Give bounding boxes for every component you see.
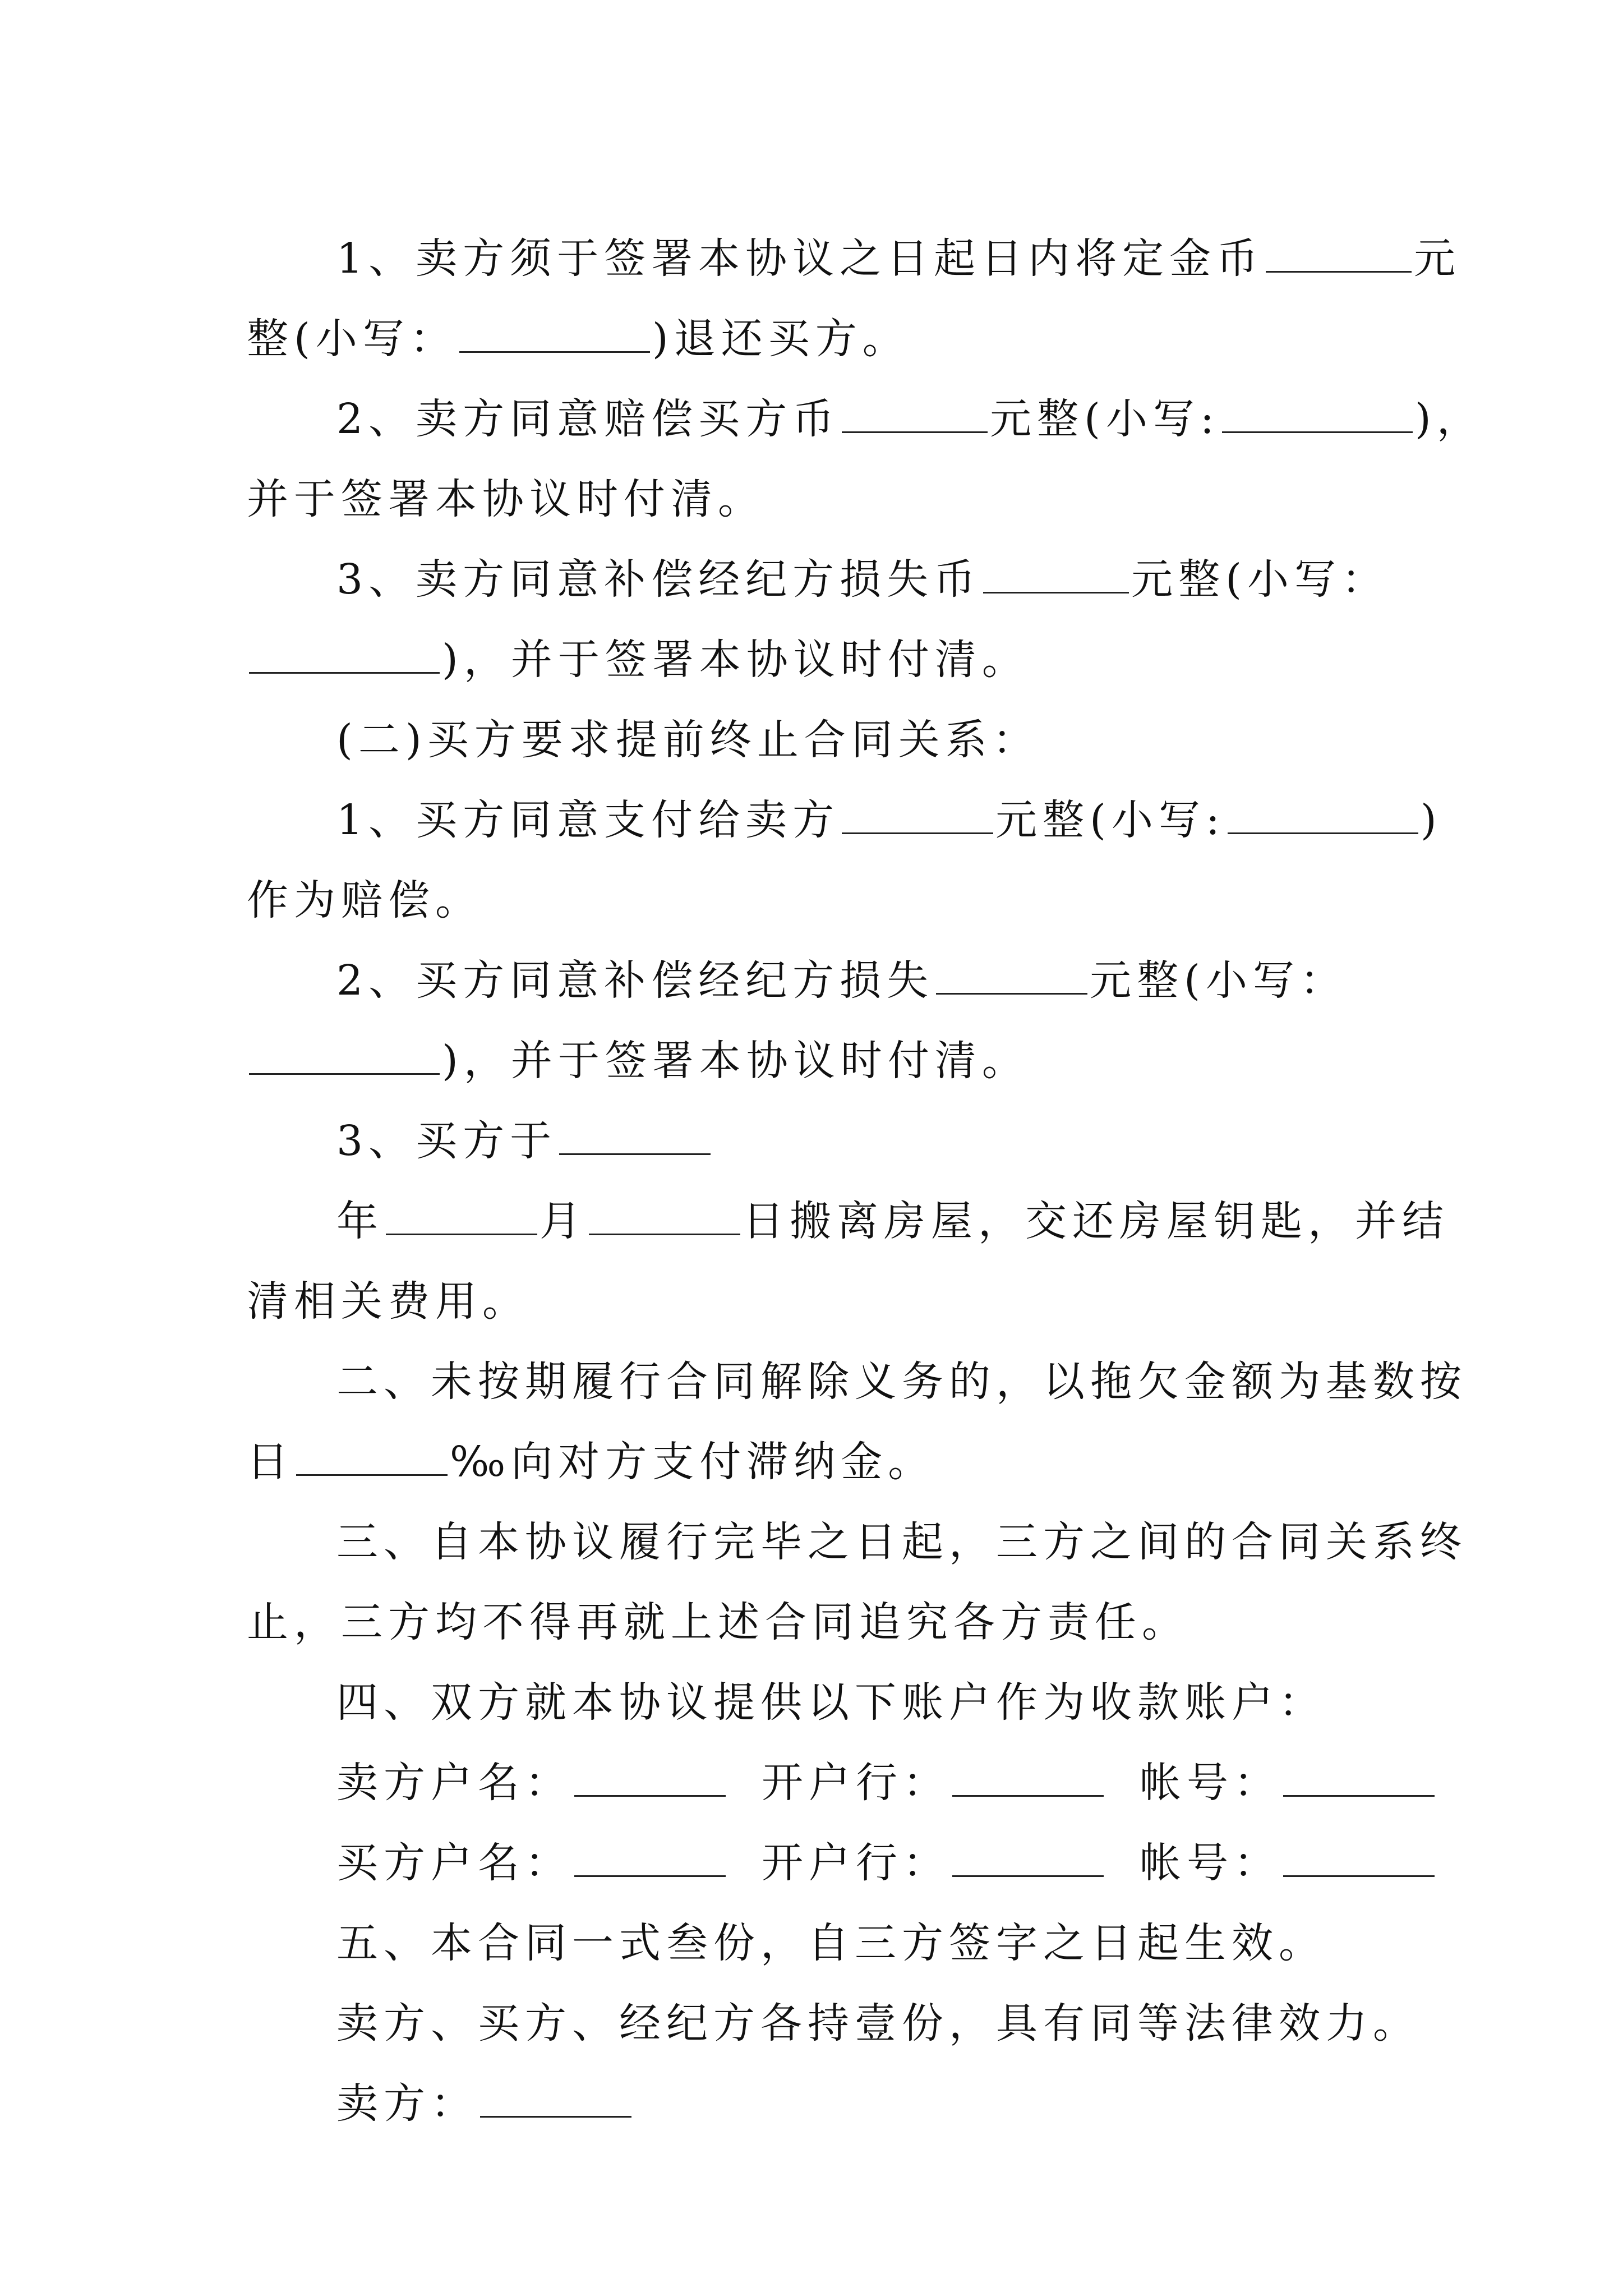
account-name-blank xyxy=(574,1834,726,1877)
account-number-label: 帐号： xyxy=(1140,1839,1281,1887)
text-segment: 元整(小写: xyxy=(995,796,1225,844)
text-segment: 整(小写： xyxy=(247,315,457,363)
text-segment: )，并于签署本协议时付清。 xyxy=(442,1037,1029,1085)
article-two-late-fee-cont xyxy=(247,1422,1430,1502)
account-number-blank xyxy=(1283,1834,1435,1877)
clause-seller-compensate-buyer xyxy=(247,379,1484,459)
text-segment: 月 xyxy=(540,1197,587,1245)
text-segment: ‰向对方支付滞纳金。 xyxy=(450,1438,935,1486)
text-segment: 日搬离房屋，交还房屋钥匙，并结 xyxy=(743,1197,1449,1245)
text-segment: 二、未按期履行合同解除义务的，以拖欠金额为基数按 xyxy=(336,1358,1467,1406)
account-number-blank xyxy=(1283,1754,1435,1797)
year-blank xyxy=(559,1112,711,1155)
clause-buyer-move-out xyxy=(247,1101,1430,1181)
amount-lowercase-blank xyxy=(249,1032,440,1075)
clause-buyer-pay-seller-cont xyxy=(247,861,1430,941)
bank-blank xyxy=(952,1754,1104,1797)
account-name-label: 卖方户名： xyxy=(336,1759,572,1807)
text-segment: 2、买方同意补偿经纪方损失 xyxy=(336,956,934,1005)
account-name-blank xyxy=(574,1754,726,1797)
clause-seller-compensate-agent xyxy=(247,540,1430,620)
clause-buyer-compensate-agent-cont xyxy=(247,1021,1430,1101)
clause-buyer-compensate-agent xyxy=(247,941,1430,1021)
article-five-validity xyxy=(247,1984,1430,2064)
clause-seller-refund-deposit xyxy=(247,219,1461,299)
amount-lowercase-blank xyxy=(459,310,650,353)
document-body xyxy=(247,219,1484,2144)
article-three-termination xyxy=(247,1502,1467,1582)
account-number-label: 帐号： xyxy=(1140,1759,1281,1807)
text-segment: 止，三方均不得再就上述合同追究各方责任。 xyxy=(247,1598,1189,1646)
clause-seller-compensate-agent-cont xyxy=(247,620,1430,700)
text-segment: 三、自本协议履行完毕之日起，三方之间的合同关系终 xyxy=(336,1518,1467,1566)
clause-seller-compensate-buyer-cont xyxy=(247,459,1430,540)
bank-blank xyxy=(952,1834,1104,1877)
text-segment: )， xyxy=(1414,395,1484,443)
text-segment: 3、买方于 xyxy=(336,1117,557,1165)
text-segment: 作为赔偿。 xyxy=(247,876,482,924)
account-name-label: 买方户名： xyxy=(336,1839,572,1887)
text-segment: 卖方、买方、经纪方各持壹份，具有同等法律效力。 xyxy=(336,1999,1420,2047)
clause-seller-refund-deposit-cont xyxy=(247,299,1430,379)
seller-signature-row xyxy=(247,2064,1430,2144)
text-segment: 元整(小写: xyxy=(990,395,1220,443)
text-segment: 五、本合同一式叁份，自三方签字之日起生效。 xyxy=(336,1919,1326,1967)
article-five-copies xyxy=(247,1903,1430,1984)
amount-lowercase-blank xyxy=(1228,791,1418,834)
buyer-account-row xyxy=(247,1823,1430,1903)
text-segment: 四、双方就本协议提供以下账户作为收款账户： xyxy=(336,1678,1326,1727)
amount-blank xyxy=(1266,229,1412,273)
section-buyer-termination-heading xyxy=(247,700,1430,780)
amount-blank xyxy=(842,390,988,433)
text-segment: 清相关费用。 xyxy=(247,1277,529,1326)
clause-buyer-move-out-cont xyxy=(247,1262,1430,1342)
text-segment: 元整(小写： xyxy=(1131,555,1389,604)
text-segment: (二)买方要求提前终止合同关系： xyxy=(336,716,1040,764)
amount-blank xyxy=(936,951,1087,995)
seller-account-row xyxy=(247,1743,1430,1823)
amount-lowercase-blank xyxy=(1222,390,1413,433)
text-segment: 1、卖方须于签署本协议之日起日内将定金币 xyxy=(336,234,1264,283)
seller-signature-blank xyxy=(480,2074,631,2118)
day-blank xyxy=(589,1192,740,1235)
text-segment: 元 xyxy=(1414,234,1461,283)
text-segment: 2、卖方同意赔偿买方币 xyxy=(336,395,840,443)
clause-buyer-move-out-date xyxy=(247,1181,1449,1262)
bank-label: 开户行： xyxy=(762,1839,950,1887)
text-segment: ) xyxy=(1420,796,1442,844)
seller-signature-label: 卖方： xyxy=(336,2079,478,2128)
amount-blank xyxy=(842,791,993,834)
bank-label: 开户行： xyxy=(762,1759,950,1807)
text-segment: 元整(小写： xyxy=(1090,956,1347,1005)
text-segment: 1、买方同意支付给卖方 xyxy=(336,796,840,844)
rate-blank xyxy=(296,1433,448,1476)
article-three-termination-cont xyxy=(247,1582,1430,1663)
text-segment: 并于签署本协议时付清。 xyxy=(247,475,765,523)
month-blank xyxy=(386,1192,537,1235)
article-four-accounts xyxy=(247,1663,1430,1743)
amount-lowercase-blank xyxy=(249,631,440,674)
text-segment: )，并于签署本协议时付清。 xyxy=(442,636,1029,684)
text-segment: 年 xyxy=(336,1197,384,1245)
clause-buyer-pay-seller xyxy=(247,780,1442,861)
text-segment: 3、卖方同意补偿经纪方损失币 xyxy=(336,555,981,604)
amount-blank xyxy=(983,550,1129,593)
text-segment: 日 xyxy=(247,1438,294,1486)
text-segment: )退还买方。 xyxy=(652,315,910,363)
article-two-late-fee xyxy=(247,1342,1467,1422)
